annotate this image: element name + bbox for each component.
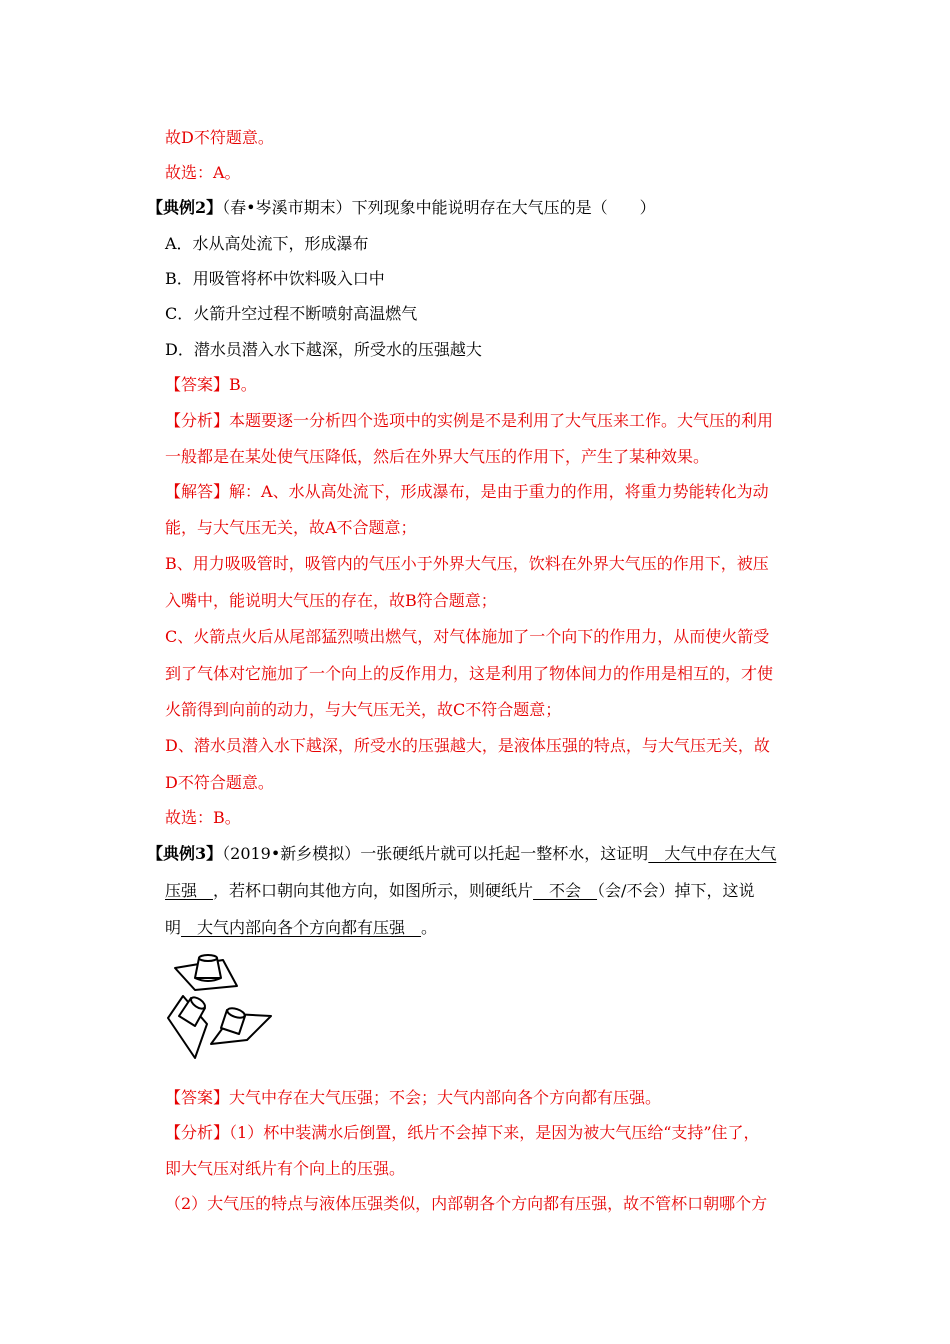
analysis-text: 本题要逐一分析四个选项中的实例是不是利用了大气压来工作。大气压的利用: [229, 411, 774, 430]
analysis-tag: 【分析】: [165, 411, 230, 430]
solution-line-7: 火箭得到向前的动力，与大气压无关，故C不符合题意；: [165, 700, 562, 719]
solution-line-1: [165, 480, 769, 504]
option-b: B．用吸管将杯中饮料吸入口中: [165, 269, 385, 288]
example-3-stem-line-2: [165, 879, 754, 903]
solution-line-8: D、潜水员潜入水下越深，所受水的压强越大，是液体压强的特点，与大气压无关，故: [165, 736, 770, 755]
analysis-line-1: [165, 409, 773, 433]
solution-line-9: D不符合题意。: [165, 773, 274, 792]
analysis-line-3-2: 即大气压对纸片有个向上的压强。: [165, 1159, 406, 1178]
fill-blank-3: 大气内部向各个方向都有压强: [181, 918, 422, 937]
answer-text: 大气中存在大气压强；不会；大气内部向各个方向都有压强。: [229, 1088, 662, 1107]
analysis-tag: 【分析】: [165, 1123, 230, 1142]
question-text: （会/不会）掉下，这说: [597, 881, 755, 900]
solution-line-2: 能，与大气压无关，故A不合题意；: [165, 518, 417, 537]
solution-line-3: B、用力吸吸管时，吸管内的气压小于外界大气压，饮料在外界大气压的作用下，被压: [165, 554, 769, 573]
fill-blank-1: 大气中存在大气: [648, 844, 777, 863]
cup-card-figure: [165, 950, 280, 1060]
answer-line-3: [165, 1086, 661, 1110]
question-text: 明: [165, 918, 182, 937]
question-text: （2019•新乡模拟）一张硬纸片就可以托起一整杯水，这证明: [222, 844, 649, 863]
solution-line-6: 到了气体对它施加了一个向上的反作用力，这是利用了物体间力的作用是相互的，才使: [165, 664, 774, 683]
choice-line: 故选：A。: [165, 163, 241, 182]
question-text: ，若杯口朝向其他方向，如图所示，则硬纸片: [213, 881, 534, 900]
analysis-line-2: 一般都是在某处使气压降低，然后在外界大气压的作用下，产生了某种效果。: [165, 447, 710, 466]
fill-blank-1-cont: 压强: [165, 881, 214, 900]
answer-line: [165, 373, 257, 397]
example-3-stem-line-3: [165, 916, 437, 940]
option-a: A．水从高处流下，形成瀑布: [165, 234, 369, 253]
analysis-line-3-3: （2）大气压的特点与液体压强类似，内部朝各个方向都有压强，故不管杯口朝哪个方: [165, 1194, 768, 1213]
solution-tag: 【解答】: [165, 482, 230, 501]
solution-line-5: C、火箭点火后从尾部猛烈喷出燃气，对气体施加了一个向下的作用力，从而使火箭受: [165, 627, 770, 646]
question-text: （春•岑溪市期末）下列现象中能说明存在大气压的是（ ）: [222, 198, 656, 217]
solution-text: 解：A、水从高处流下，形成瀑布，是由于重力的作用，将重力势能转化为动: [229, 482, 769, 501]
example-2-stem: [147, 196, 656, 220]
analysis-line-3-1: [165, 1121, 760, 1145]
fill-blank-2: 不会: [533, 881, 598, 900]
conclusion-line: 故D不符题意。: [165, 128, 274, 147]
example-3-stem-line-1: [147, 842, 776, 866]
option-d: D．潜水员潜入水下越深，所受水的压强越大: [165, 340, 482, 359]
choice-line-2: 故选：B。: [165, 808, 241, 827]
example-tag: 【典例3】: [147, 844, 223, 863]
analysis-text: （1）杯中装满水后倒置，纸片不会掉下来，是因为被大气压给“支持”住了，: [229, 1123, 760, 1142]
answer-tag: 【答案】: [165, 1088, 230, 1107]
example-tag: 【典例2】: [147, 198, 223, 217]
solution-line-4: 入嘴中，能说明大气压的存在，故B符合题意；: [165, 591, 497, 610]
option-c: C．火箭升空过程不断喷射高温燃气: [165, 304, 418, 323]
answer-tag: 【答案】: [165, 375, 230, 394]
answer-text: B。: [229, 375, 257, 394]
question-text: 。: [421, 918, 438, 937]
